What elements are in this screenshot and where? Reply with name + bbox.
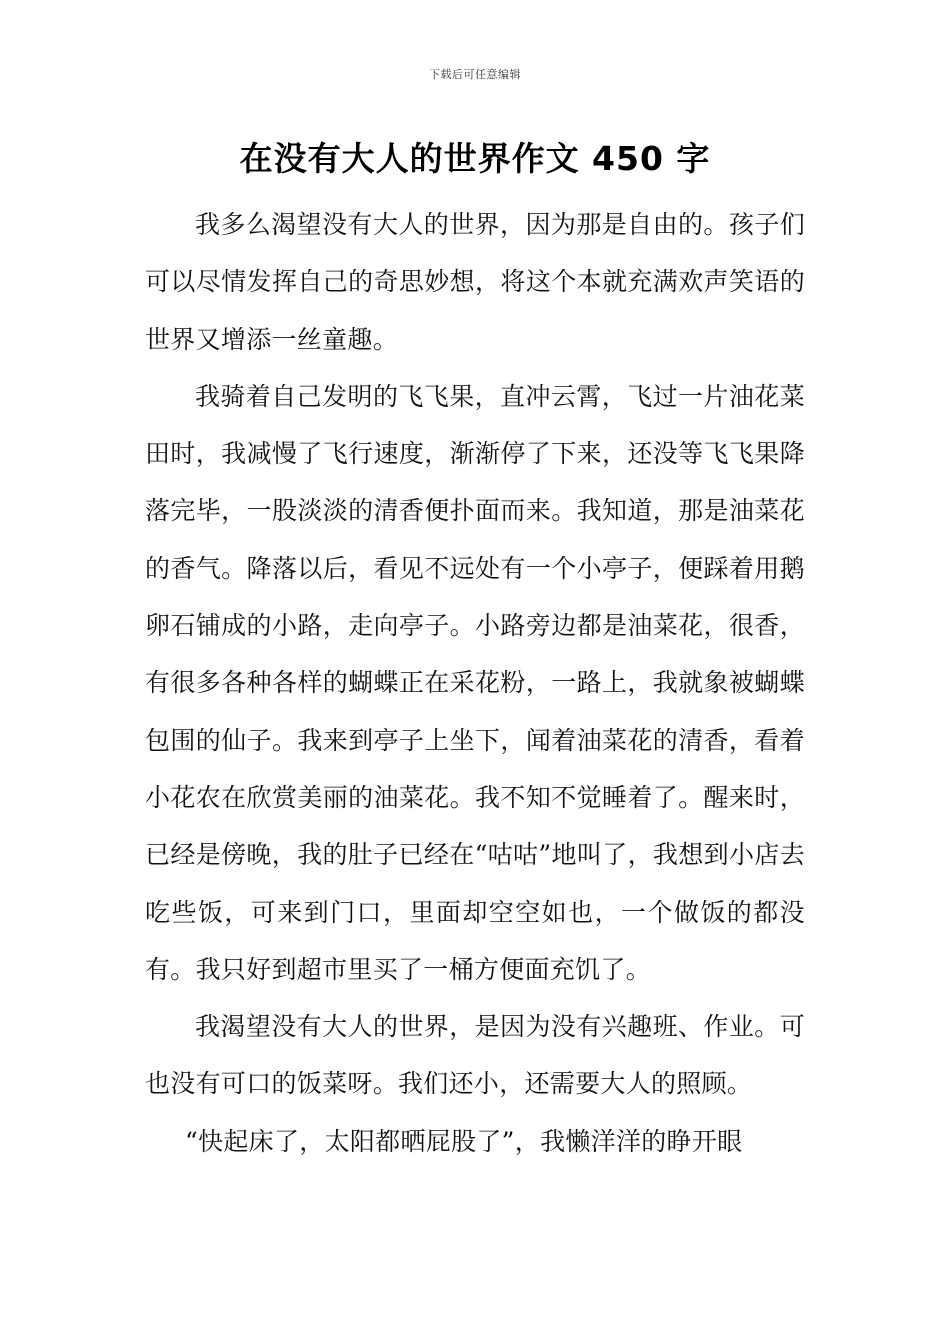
page-header-note: 下载后可任意编辑 — [429, 68, 521, 81]
essay-body — [145, 196, 805, 1170]
document-title: 在没有大人的世界作文 450 字 — [239, 139, 711, 178]
paragraph-4: “快起床了，太阳都晒屁股了”，我懒洋洋的睁开眼 — [185, 1126, 743, 1156]
paragraph-2: 我骑着自己发明的飞飞果，直冲云霄，飞过一片油花菜田时，我减慢了飞行速度，渐渐停了下来，还没等飞飞果降落完毕，一股淡淡的清香便扑面而来。我知道，那是油菜花的香气。降落以后，看见不远处有一个小亭子，便踩着用鹅卵石铺成的小路，走向亭子。小路旁边都是油菜花，很香，有很多各种各样的蝴蝶正在采花粉，一路上，我就象被蝴蝶包围的仙子。我来到亭子上坐下，闻着油菜花的清香，看着小花农在欣赏美丽的油菜花。我不知不觉睡着了。醒来时，已经是傍晚，我的肚子已经在“咕咕”地叫了，我想到小店去吃些饭，可来到门口，里面却空空如也，一个做饭的都没有。我只好到超市里买了一桶方便面充饥了。 — [145, 381, 805, 984]
paragraph-1: 我多么渴望没有大人的世界，因为那是自由的。孩子们可以尽情发挥自己的奇思妙想，将这个本就充满欢声笑语的世界又增添一丝童趣。 — [145, 210, 805, 354]
paragraph-3: 我渴望没有大人的世界，是因为没有兴趣班、作业。可也没有可口的饭菜呀。我们还小，还需要大人的照顾。 — [145, 1012, 805, 1099]
